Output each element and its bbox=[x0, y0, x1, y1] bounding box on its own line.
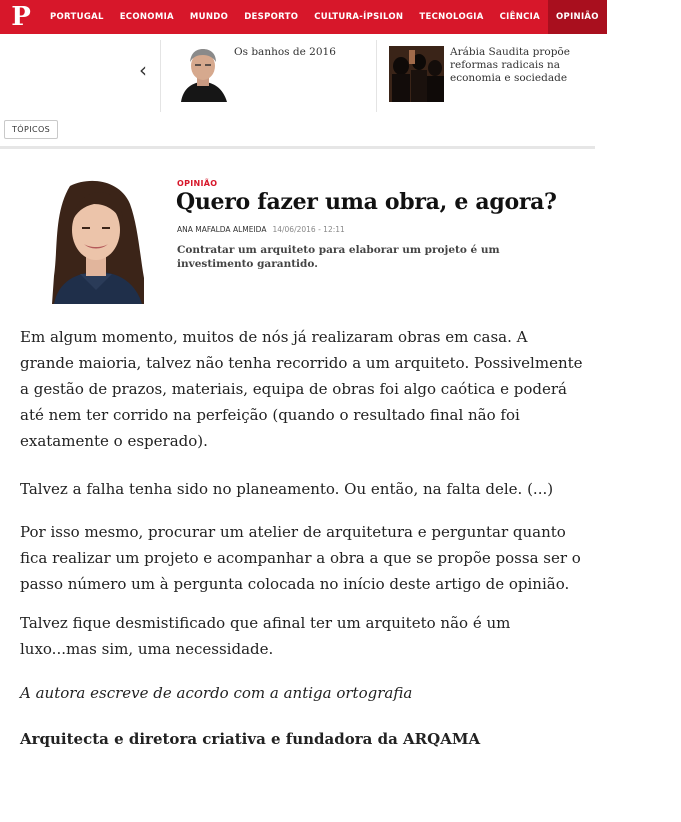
nav-item-desporto[interactable]: DESPORTO bbox=[244, 12, 299, 22]
header-divider bbox=[0, 146, 595, 149]
paragraph-2: Talvez a falha tenha sido no planeamento. Ou então, na falta dele. (...) bbox=[20, 480, 554, 498]
divider bbox=[160, 40, 161, 112]
author-name[interactable]: ANA MAFALDA ALMEIDA bbox=[177, 225, 267, 234]
nav-item-portugal[interactable]: PORTUGAL bbox=[50, 12, 104, 22]
orthography-note: A autora escreve de acordo com a antiga ortografia bbox=[20, 684, 413, 702]
paragraph-1: Em algum momento, muitos de nós já realizaram obras em casa. A grande maioria, talvez não tenha recorrido a um arquiteto. Possivelmente a gestão de prazos, materiais, equipa de obras foi algo caótica e poderá até nem ter corrido na perfeição (quando o resultado final não foi exatamente o esperado). bbox=[20, 328, 583, 450]
section-label[interactable]: OPINIÃO bbox=[177, 179, 218, 188]
crowd-photo-image bbox=[389, 46, 444, 102]
nav-item-economia[interactable]: ECONOMIA bbox=[119, 12, 174, 22]
man-portrait-image bbox=[175, 46, 230, 102]
byline bbox=[177, 225, 345, 234]
divider bbox=[376, 40, 377, 112]
nav-item-ciencia[interactable]: CIÊNCIA bbox=[499, 12, 541, 22]
article-lead: Contratar um arquiteto para elaborar um projeto é um investimento garantido. bbox=[177, 244, 500, 270]
chevron-left-icon[interactable]: ‹ bbox=[139, 58, 147, 82]
nav-item-sociedade[interactable]: SOCIEDADE bbox=[614, 12, 673, 22]
publish-date: 14/06/2016 - 12:11 bbox=[272, 225, 345, 234]
related-articles-strip bbox=[0, 34, 595, 114]
nav-item-mundo[interactable]: MUNDO bbox=[189, 12, 229, 22]
article-title: Quero fazer uma obra, e agora? bbox=[176, 189, 557, 215]
author-signature: Arquitecta e diretora criativa e fundadora da ARQAMA bbox=[20, 730, 481, 748]
topics-button[interactable]: TÓPICOS bbox=[4, 120, 58, 139]
nav-item-cultura-ipsilon[interactable]: CULTURA-ÍPSILON bbox=[314, 12, 404, 22]
related-thumb-1[interactable] bbox=[175, 46, 230, 102]
nav-item-tecnologia[interactable]: TECNOLOGIA bbox=[419, 12, 484, 22]
top-nav-bar bbox=[0, 0, 673, 34]
author-photo bbox=[32, 178, 157, 304]
paragraph-4: Talvez fique desmistificado que afinal ter um arquiteto não é um luxo...mas sim, uma necessidade. bbox=[20, 614, 511, 658]
paragraph-3: Por isso mesmo, procurar um atelier de arquitetura e perguntar quanto fica realizar um projeto e acompanhar a obra a que se propõe possa ser o passo número um à pergunta colocada no início deste artigo de opinião. bbox=[20, 523, 581, 593]
author-portrait-image bbox=[32, 178, 157, 304]
related-thumb-2[interactable] bbox=[389, 46, 444, 102]
related-title-2[interactable]: Arábia Saudita propõe reformas radicais na economia e sociedade bbox=[450, 46, 570, 84]
publico-logo[interactable]: P bbox=[11, 2, 31, 32]
related-title-1[interactable]: Os banhos de 2016 bbox=[234, 46, 336, 58]
nav-item-opiniao[interactable]: OPINIÃO bbox=[548, 0, 607, 34]
